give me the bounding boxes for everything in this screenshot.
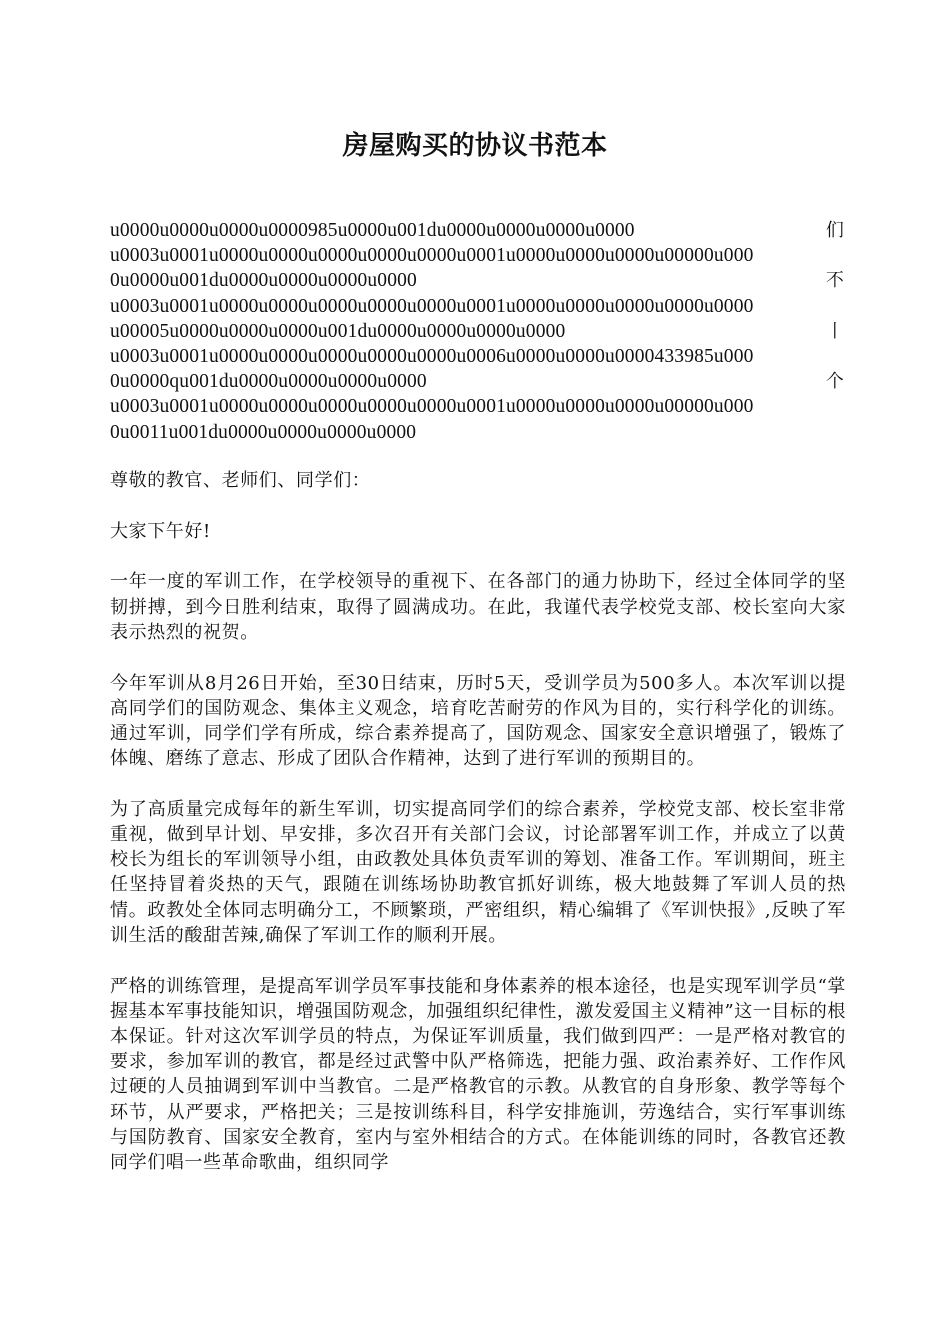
- garbled-line-text: u0000u0000u0000u0000985u0000u001du0000u0000u0000u0000: [110, 220, 635, 241]
- garbled-line-text: 0u0011u001du0000u0000u0000u0000: [110, 421, 417, 443]
- garbled-line: [110, 218, 850, 243]
- body-paragraph: 今年军训从8月26日开始，至30日结束，历时5天，受训学员为500多人。本次军训以提高同学们的国防观念、集体主义观念，培育吃苦耐劳的作风为目的，实行科学化的训练。通过军训，同学们学有所成，综合素养提高了，国防观念、国家安全意识增强了，锻炼了体魄、磨练了意志、形成了团队合作精神，达到了进行军训的预期目的。: [110, 672, 846, 770]
- garbled-line: [110, 243, 850, 268]
- garbled-line: [110, 420, 850, 445]
- garbled-line-text: u0003u0001u0000u0000u0000u0000u0000u0001u0000u0000u0000u0000u0000: [110, 295, 754, 317]
- body-paragraph: 一年一度的军训工作，在学校领导的重视下、在各部门的通力协助下，经过全体同学的坚韧拼搏，到今日胜利结束，取得了圆满成功。在此，我谨代表学校党支部、校长室向大家表示热烈的祝贺。: [110, 571, 846, 643]
- body-paragraph: 为了高质量完成每年的新生军训，切实提高同学们的综合素养，学校党支部、校长室非常重视，做到早计划、早安排，多次召开有关部门会议，讨论部署军训工作，并成立了以黄校长为组长的军训领导小组，由政教处具体负责军训的筹划、准备工作。军训期间，班主任坚持冒着炎热的天气，跟随在训练场协助教官抓好训练，极大地鼓舞了军训人员的热情。政教处全体同志明确分工，不顾繁琐，严密组织，精心编辑了《军训快报》,反映了军训生活的酸甜苦辣,确保了军训工作的顺利开展。: [110, 798, 846, 946]
- body-paragraph: 严格的训练管理，是提高军训学员军事技能和身体素养的根本途径，也是实现军训学员“掌握基本军事技能知识，增强国防观念，加强组织纪律性，激发爱国主义精神”这一目标的根本保证。针对这次军训学员的特点，为保证军训质量，我们做到四严：一是严格对教官的要求，参加军训的教官，都是经过武警中队严格筛选，把能力强、政治素养好、工作作风过硬的人员抽调到军训中当教官。二是严格教官的示教。从教官的自身形象、教学等每个环节，从严要求，严格把关；三是按训练科目，科学安排施训，劳逸结合，实行军事训练与国防教育、国家安全教育，室内与室外相结合的方式。在体能训练的同时，各教官还教同学们唱一些革命歌曲，组织同学: [110, 975, 846, 1173]
- document-body: [110, 468, 846, 1201]
- garbled-line-text: u0003u0001u0000u0000u0000u0000u0000u0001u0000u0000u0000u00000u000: [110, 245, 754, 267]
- garbled-line: [110, 394, 850, 419]
- garbled-line: [110, 268, 850, 293]
- garbled-text-block: [110, 218, 850, 445]
- greeting: 大家下午好!: [110, 520, 211, 542]
- garbled-line: [110, 294, 850, 319]
- garbled-line: [110, 369, 850, 394]
- garbled-line-text: 0u0000u001du0000u0000u0000u0000: [110, 270, 417, 292]
- garbled-line-char: 不: [825, 270, 844, 292]
- garbled-line-text: u0003u0001u0000u0000u0000u0000u0000u0006u0000u0000u0000433985u000: [110, 345, 754, 367]
- garbled-line-char: 们: [825, 220, 844, 241]
- garbled-line-text: u00005u0000u0000u0000u001du0000u0000u0000u0000: [110, 320, 566, 342]
- garbled-line-text: u0003u0001u0000u0000u0000u0000u0000u0001u0000u0000u0000u00000u000: [110, 396, 754, 418]
- garbled-line-char: 个: [825, 371, 844, 393]
- garbled-line-char: 丨: [825, 320, 844, 342]
- garbled-line: [110, 319, 850, 344]
- salutation: 尊敬的教官、老师们、同学们：: [110, 470, 371, 491]
- document-title: 房屋购买的协议书范本: [342, 131, 608, 161]
- garbled-line: [110, 344, 850, 369]
- garbled-line-text: 0u0000qu001du0000u0000u0000u0000: [110, 371, 427, 393]
